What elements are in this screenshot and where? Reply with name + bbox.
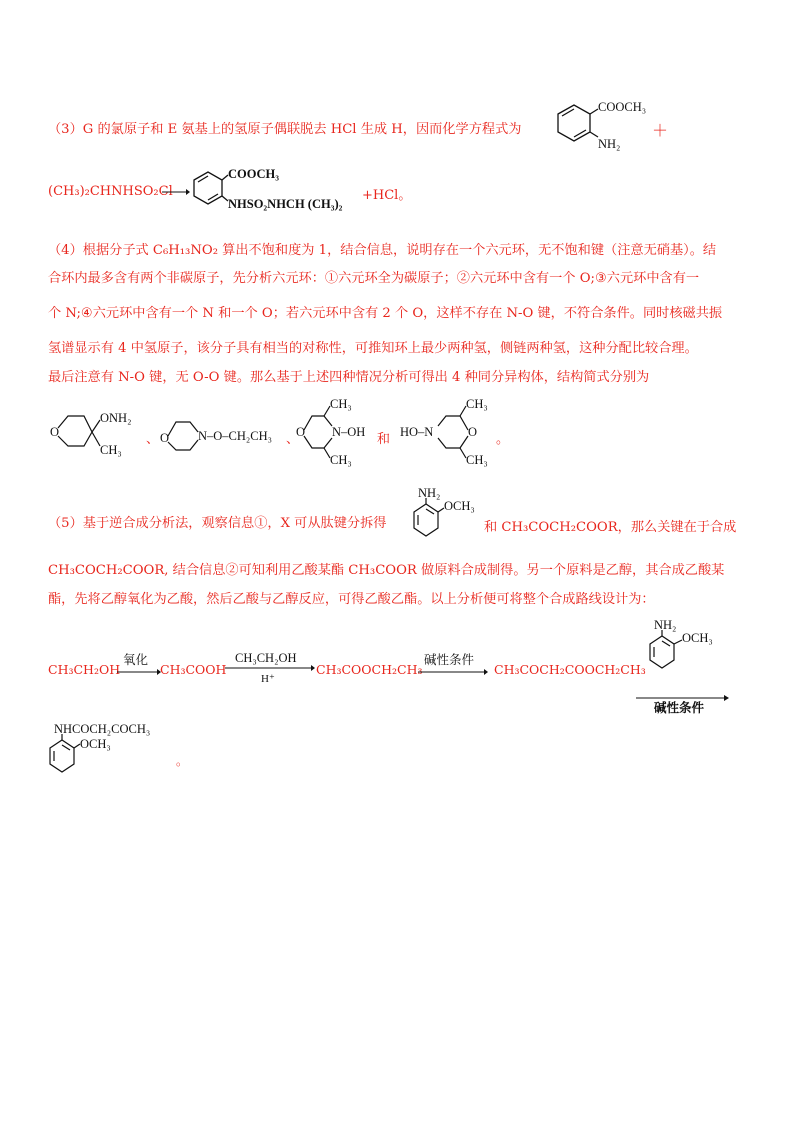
p3-h-sub-label: NHSO₂NHCH (CH₃)₂ [228, 197, 343, 211]
p4-line1 [48, 243, 716, 259]
route-step-4: CH₃COCH₂COOCH₂CH₃ [494, 662, 646, 677]
route-arrow-2-top: CH₃CH₂OH [235, 651, 297, 665]
isomer-4-structure [400, 396, 500, 468]
p5-text-1b: 和 CH₃COCH₂COOR，那么关键在于合成 [484, 520, 737, 535]
isomer-1-o: O [50, 425, 60, 439]
route-product-och3: OCH₃ [80, 737, 111, 751]
route-reagent-aniline [640, 618, 730, 682]
p4-text-4: 氢谱显示有 4 中氢原子，该分子具有相当的对称性，可推知环上最少两种氢，侧链两种氢，这种分配比较合理。 [48, 341, 698, 356]
p3-reagent [48, 184, 173, 199]
isomer-3-ch3-bottom: CH₃ [330, 453, 352, 467]
p4-text-1: 根据分子式 C₆H₁₃NO₂ 算出不饱和度为 1，结合信息，说明存在一个六元环，无不饱和键（注意无硝基）。结 [82, 243, 717, 258]
route-reagent-och3: OCH₃ [682, 631, 713, 645]
p3-ester-label: COOCH₃ [598, 100, 647, 114]
p3-h-ester-label: COOCH₃ [228, 167, 279, 181]
p5-label: （5） [48, 516, 83, 531]
p5-structure-aniline [404, 488, 488, 550]
route-arrow-1-label: 氧化 [123, 653, 149, 667]
isomer-4-hon: HO–N [400, 425, 434, 439]
isomer-1-ch3: CH₃ [100, 443, 122, 457]
p4-text-2: 合环内最多含有两个非碳原子，先分析六元环：①六元环全为碳原子；②六元环中含有一个 O;③六元环中含有一 [48, 271, 700, 286]
p3-label: （3） [48, 122, 83, 137]
isomer-1-structure [46, 402, 142, 460]
isomer-4-o: O [468, 425, 478, 439]
p5-text-3: 酯，先将乙醇氧化为乙酸，然后乙酸与乙醇反应，可得乙酸乙酯。以上分析便可将整个合成路线设计为： [48, 592, 655, 607]
p3-nh2-label: NH₂ [598, 137, 621, 151]
p5-line1a [48, 516, 386, 532]
reaction-arrow-3 [162, 186, 190, 198]
p5-och3-label: OCH₃ [444, 499, 475, 513]
isomer-3-ch3-top: CH₃ [330, 397, 352, 411]
isomer-2-o: O [160, 431, 170, 445]
isomer-1-onh2: ONH₂ [100, 411, 132, 425]
isomer-end: 。 [496, 432, 510, 447]
isomer-3-structure [294, 396, 374, 468]
p4-text-5: 最后注意有 N-O 键，无 O-O 键。那么基于上述四种情况分析可得出 4 种同分异构体，结构简式分别为 [48, 370, 650, 385]
p4-text-3: 个 N;④六元环中含有一个 N 和一个 O；若六元环中含有 2 个 O，这样不存在 N-O 键，不符合条件。同时核磁共振 [48, 306, 723, 321]
route-step-3: CH₃COOCH₂CH₃ [316, 662, 423, 677]
route-arrow-2-bottom: H⁺ [261, 673, 275, 685]
route-arrow-4 [636, 692, 730, 716]
isomer-sep-2: 、 [286, 432, 300, 447]
route-arrow-1 [117, 652, 161, 678]
isomer-3-noh: N–OH [332, 425, 366, 439]
p3-structure-h [190, 160, 380, 222]
isomer-4-ch3-top: CH₃ [466, 397, 488, 411]
p5-nh2-label: NH₂ [418, 486, 441, 500]
p3-plus: ＋ [652, 121, 669, 140]
isomer-2-chain: N–O–CH₂CH₃ [198, 429, 272, 443]
isomer-3-o: O [296, 425, 306, 439]
route-step-1: CH₃CH₂OH [48, 662, 121, 677]
p5-text-2: CH₃COCH₂COOR, 结合信息②可知利用乙酸某酯 CH₃COOR 做原料合成制得。另一个原料是乙醇，其合成乙酸某 [48, 563, 725, 578]
p3-reagent-formula: (CH₃)₂CHNHSO₂Cl [48, 184, 173, 199]
route-reagent-nh2: NH₂ [654, 618, 677, 632]
route-arrow-3 [418, 652, 490, 678]
p5-text-1a: 基于逆合成分析法，观察信息①，X 可从肽键分拆得 [82, 516, 387, 531]
route-end: 。 [176, 754, 189, 768]
route-arrow-4-label: 碱性条件 [654, 701, 705, 715]
isomer-4-ch3-bottom: CH₃ [466, 453, 488, 467]
route-arrow-2 [225, 650, 315, 690]
route-product-sub: NHCOCH₂COCH₃ [54, 722, 151, 736]
p3-tail: +HCl。 [362, 188, 412, 203]
p3-text: G 的氯原子和 E 氨基上的氢原子偶联脱去 HCl 生成 H，因而化学方程式为 [82, 122, 522, 137]
p3-structure-e [540, 100, 650, 156]
isomer-2-structure [160, 408, 290, 454]
isomer-sep-1: 、 [146, 432, 160, 447]
route-step-2: CH₃COOH [160, 662, 227, 677]
p4-label: （4） [48, 243, 83, 258]
route-product-structure [46, 722, 189, 778]
isomer-and: 和 [377, 432, 391, 447]
route-arrow-3-label: 碱性条件 [424, 653, 475, 667]
p3-line1 [48, 122, 521, 138]
